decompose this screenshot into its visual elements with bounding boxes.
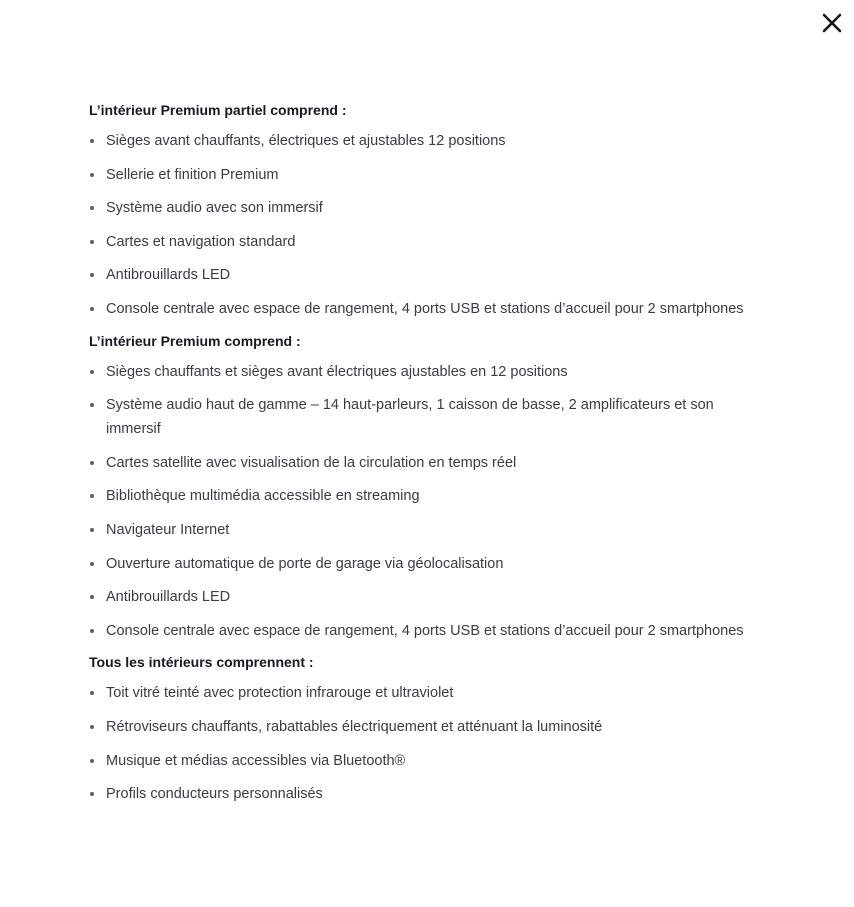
section-premium: [89, 331, 769, 643]
list-item: Rétroviseurs chauffants, rabattables électriquement et atténuant la luminosité: [89, 715, 769, 739]
section-premium-partial: [89, 100, 769, 321]
list-item: Sièges chauffants et sièges avant électriques ajustables en 12 positions: [89, 360, 769, 384]
list-item: Sièges avant chauffants, électriques et ajustables 12 positions: [89, 129, 769, 153]
list-item: Console centrale avec espace de rangement, 4 ports USB et stations d’accueil pour 2 smartphones: [89, 297, 769, 321]
list-item: Cartes et navigation standard: [89, 230, 769, 254]
section-title: L’intérieur Premium partiel comprend :: [89, 102, 347, 118]
list-item: Antibrouillards LED: [89, 263, 769, 287]
list-item: Ouverture automatique de porte de garage via géolocalisation: [89, 552, 769, 576]
features-content: [89, 100, 769, 816]
feature-list: [89, 360, 769, 643]
list-item: Antibrouillards LED: [89, 585, 769, 609]
feature-list: [89, 681, 769, 806]
section-title: Tous les intérieurs comprennent :: [89, 654, 314, 671]
list-item: Console centrale avec espace de rangement, 4 ports USB et stations d’accueil pour 2 smartphones: [89, 619, 769, 643]
close-icon: [820, 11, 844, 35]
list-item: Système audio haut de gamme – 14 haut-parleurs, 1 caisson de basse, 2 amplificateurs et son immersif: [89, 393, 769, 441]
close-button[interactable]: [820, 11, 844, 35]
list-item: Cartes satellite avec visualisation de la circulation en temps réel: [89, 451, 769, 475]
list-item: Système audio avec son immersif: [89, 196, 769, 220]
section-all-interiors: [89, 652, 769, 806]
feature-list: [89, 129, 769, 321]
list-item: Profils conducteurs personnalisés: [89, 782, 769, 806]
list-item: Musique et médias accessibles via Bluetooth®: [89, 749, 769, 773]
list-item: Bibliothèque multimédia accessible en streaming: [89, 484, 769, 508]
list-item: Toit vitré teinté avec protection infrarouge et ultraviolet: [89, 681, 769, 705]
section-title: L’intérieur Premium comprend :: [89, 332, 301, 349]
list-item: Sellerie et finition Premium: [89, 163, 769, 187]
list-item: Navigateur Internet: [89, 518, 769, 542]
